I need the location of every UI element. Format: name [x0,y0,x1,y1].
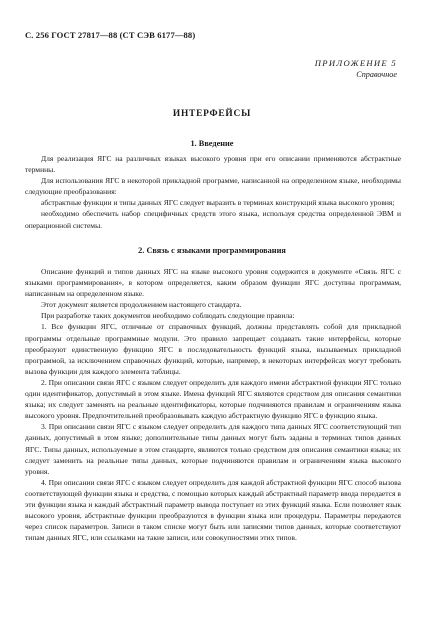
appendix-note: Справочное [356,70,397,79]
paragraph: Для использования ЯГС в некоторой прикладной программе, написанной на определенном языке, необходимы следующие преобразования: [25,176,401,197]
paragraph: необходимо обеспечить набор специфичных средств этого языка, используя средства определенной ЭВМ и операционной системы. [25,209,401,230]
paragraph: При разработке таких документов необходимо соблюдать следующие правила: [41,311,295,321]
document-title: ИНТЕРФЕЙСЫ [172,109,252,119]
paragraph: Для реализация ЯГС на различных языках высокого уровня при его описании применяются абстрактные термины. [25,154,401,175]
paragraph: Этот документ является продолжением настоящего стандарта. [41,300,242,310]
section-heading: 1. Введение [190,139,234,148]
paragraph: 3. При описании связи ЯГС с языком следует определить для каждого типа данных ЯГС соответствующий тип данных, допустимый в этом языке; дополнительные типы данных могут быть заданы в терминах типов данных ЯГС. Типы данных, используемые в этом стандарте, являются только средством для описания семантики языка; их следует заменить на реальные типы данных, которые подчиняются правилам и ограничениям языка высокого уровня. [25,422,401,476]
appendix-number: ПРИЛОЖЕНИЕ 5 [314,58,397,68]
paragraph: 4. При описании связи ЯГС с языком следует определить для каждой абстрактной функции ЯГС способ вызова соответствующей функции языка и средства, с помощью которых каждый абстрактный параметр ввода передается в эти функции языка и каждый абстрактный параметр вывода поступает из этих функций языка. Если позволяет язык высокого уровня, абстрактные функции преобразуются в функции языка или процедуры. Параметры передаются через список параметров. Записи в таком списке могут быть или записями типов данных, которые соответствуют типам данных ЯГС, или ссылками на такие записи, или совокупностями этих типов. [25,477,401,543]
paragraph: 1. Все функции ЯГС, отличные от справочных функций, должны представлять собой для прикладной программы отдельные программные модули. Это правило запрещает создавать такие интерфейсы, которые преобразуют единственную функцию ЯГС в последовательность функций языка, вызываемых прикладной программой, за исключением справочных функций, которые, например, в некоторых интерфейсах могут требовать вызова функции для каждого элемента таблицы. [25,322,401,376]
paragraph: абстрактные функции и типы данных ЯГС следует выразить в терминах конструкций языка высокого уровня; [41,198,395,208]
appendix-label [315,58,397,79]
section-heading: 2. Связь с языками программирования [138,246,286,255]
section-body [25,153,401,231]
paragraph: 2. При описании связи ЯГС с языком следует определить для каждого имени абстрактной функции ЯГС только один идентификатор, допустимый в этом языке. Имена функций ЯГС являются средством для описания семантики языка; их следует заменять на реальные идентификаторы, которые подчиняются правилам и ограничениям языка высокого уровня. Предпочтительней преобразовывать каждую абстрактную функцию ЯГС в функцию языка. [25,377,401,421]
paragraph: Описание функций и типов данных ЯГС на языке высокого уровня содержится в документе «Связь ЯГС с языками программирования», в котором определяется, каким образом функции ЯГС доступны программам, написанным на определенном языке. [25,267,401,299]
section-body [25,266,401,543]
running-header: С. 256 ГОСТ 27817—88 (СТ СЭВ 6177—88) [25,30,196,40]
